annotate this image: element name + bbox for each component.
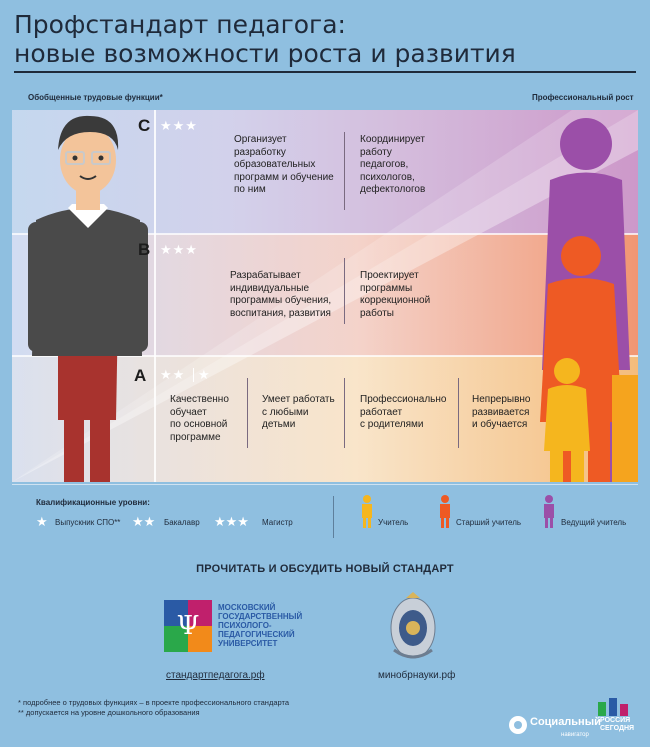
social-navigator-logo-icon bbox=[508, 714, 528, 736]
level-a-cell-3: Профессионально работает с родителями bbox=[360, 394, 447, 430]
legend-top-rule bbox=[12, 484, 638, 485]
level-c-separator bbox=[344, 132, 345, 210]
level-c-stars: ★★★ bbox=[160, 118, 198, 133]
university-logo-icon bbox=[164, 600, 212, 652]
legend-heading: Квалификационные уровни: bbox=[36, 498, 150, 507]
title-line-1: Профстандарт педагога: bbox=[14, 10, 346, 39]
growth-label: Профессиональный рост bbox=[532, 93, 634, 102]
teacher-figure bbox=[542, 355, 592, 482]
level-a-star-divider bbox=[193, 368, 194, 382]
functions-label: Обобщенные трудовые функции* bbox=[28, 93, 163, 102]
levels-chart bbox=[12, 110, 638, 482]
legend-star-3: ★★★ bbox=[214, 514, 249, 529]
legend-teacher-icon bbox=[360, 494, 374, 528]
legend-qual-1: Выпускник СПО** bbox=[55, 518, 121, 527]
level-b-separator bbox=[344, 258, 345, 324]
footnote-1: * подробнее о трудовых функциях – в проекте профессионального стандарта bbox=[18, 698, 290, 707]
level-c-cell-2: Координирует работу педагогов, психологов, дефектологов bbox=[360, 134, 426, 195]
title-line-2: новые возможности роста и развития bbox=[14, 39, 516, 68]
legend-qual-3: Магистр bbox=[262, 518, 293, 527]
legend-star-2: ★★ bbox=[132, 514, 156, 529]
level-b-letter: B bbox=[138, 240, 151, 259]
ministry-emblem-icon bbox=[386, 592, 440, 664]
axis-line bbox=[154, 110, 156, 482]
brand-name: Социальный bbox=[530, 716, 601, 728]
legend-role-1: Учитель bbox=[378, 518, 409, 527]
legend-star-1: ★ bbox=[36, 514, 48, 529]
level-a-separator-1 bbox=[247, 378, 248, 448]
russia-today-logo-icon bbox=[596, 696, 630, 716]
university-link[interactable]: стандартпедагога.рф bbox=[166, 670, 265, 681]
legend-lead-teacher-icon bbox=[542, 494, 556, 528]
legend-divider bbox=[333, 496, 334, 538]
teacher-character bbox=[28, 110, 151, 482]
level-c-letter: C bbox=[138, 116, 151, 135]
russia-today-brand: РОССИЯ СЕГОДНЯ bbox=[600, 717, 635, 732]
level-b-cell-2: Проектирует программы коррекционной работы bbox=[360, 270, 431, 319]
level-a-stars: ★★ bbox=[160, 367, 186, 382]
legend-role-3: Ведущий учитель bbox=[561, 518, 627, 527]
level-a-cell-4: Непрерывно развивается и обучается bbox=[472, 394, 531, 430]
level-c-cell-1: Организует разработку образовательных программ и обучение по ним bbox=[234, 134, 334, 195]
level-a-separator-3 bbox=[458, 378, 459, 448]
level-b-cell-1: Разрабатывает индивидуальные программы обучения, воспитания, развития bbox=[230, 270, 332, 319]
level-b-stars: ★★★ bbox=[160, 242, 198, 257]
brand-sub: навигатор bbox=[561, 732, 589, 738]
legend-role-2: Старший учитель bbox=[456, 518, 522, 527]
legend-qual-2: Бакалавр bbox=[164, 518, 200, 527]
university-name: МОСКОВСКИЙ ГОСУДАРСТВЕННЫЙ ПСИХОЛОГО- ПЕДАГОГИЧЕСКИЙ УНИВЕРСИТЕТ bbox=[218, 603, 303, 648]
level-a-separator-2 bbox=[344, 378, 345, 448]
ministry-link[interactable]: минобрнауки.рф bbox=[378, 670, 456, 681]
title-divider bbox=[14, 71, 636, 73]
footnote-2: ** допускается на уровне дошкольного образования bbox=[18, 708, 200, 717]
level-a-letter: A bbox=[134, 366, 147, 385]
level-a-cell-1: Качественно обучает по основной программе bbox=[170, 394, 229, 443]
svg-text:Ψ: Ψ bbox=[176, 611, 200, 641]
teacher-figure-edge bbox=[612, 355, 638, 482]
level-a-stars-extra: ★ bbox=[198, 367, 211, 382]
cta-heading: ПРОЧИТАТЬ И ОБСУДИТЬ НОВЫЙ СТАНДАРТ bbox=[196, 563, 454, 575]
legend-senior-teacher-icon bbox=[438, 494, 452, 528]
level-a-cell-2: Умеет работать с любыми детьми bbox=[262, 394, 335, 430]
